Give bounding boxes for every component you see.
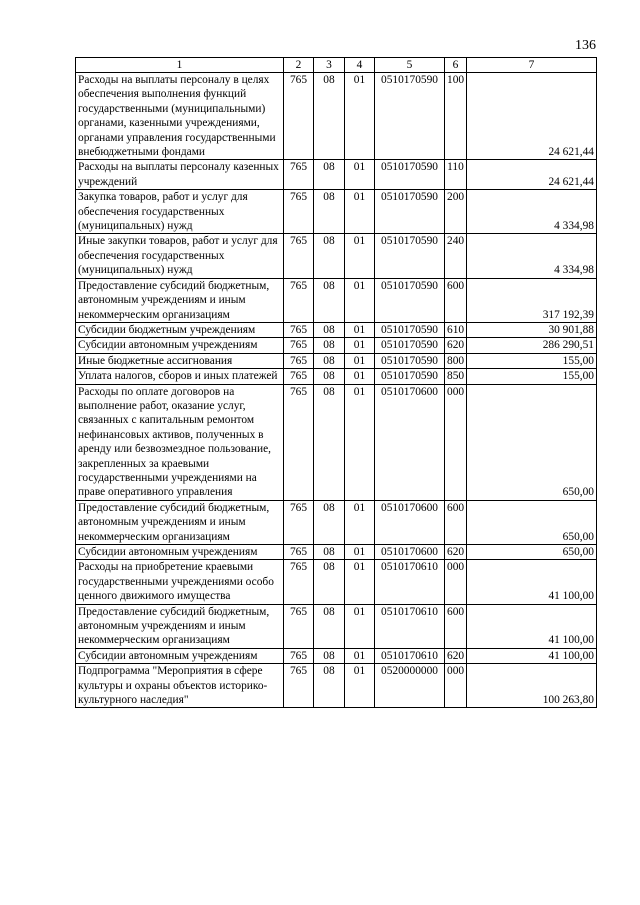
- amount: 4 334,98: [467, 190, 597, 234]
- expense-name: Расходы по оплате договоров на выполнение работ, оказание услуг, связанных с капитальным ремонтом нефинансовых активов, полученных в аренду или безвозмездное пользование, закрепленных за краевыми государственными учреждениями на праве оперативного управления: [76, 384, 284, 500]
- section-code: 08: [314, 560, 345, 604]
- subsection-code: 01: [345, 500, 375, 544]
- grbs-code: 765: [284, 278, 314, 322]
- expense-type-code: 000: [445, 384, 467, 500]
- amount: 286 290,51: [467, 338, 597, 353]
- target-item-code: 0510170600: [375, 384, 445, 500]
- header-col-3: 3: [314, 58, 345, 73]
- subsection-code: 01: [345, 353, 375, 368]
- expense-name: Закупка товаров, работ и услуг для обеспечения государственных (муниципальных) нужд: [76, 190, 284, 234]
- amount: 650,00: [467, 545, 597, 560]
- expense-name: Предоставление субсидий бюджетным, автономным учреждениям и иным некоммерческим организациям: [76, 604, 284, 648]
- subsection-code: 01: [345, 545, 375, 560]
- expense-type-code: 240: [445, 234, 467, 278]
- subsection-code: 01: [345, 73, 375, 160]
- section-code: 08: [314, 234, 345, 278]
- target-item-code: 0510170590: [375, 278, 445, 322]
- amount: 650,00: [467, 500, 597, 544]
- expense-type-code: 610: [445, 322, 467, 337]
- section-code: 08: [314, 278, 345, 322]
- target-item-code: 0510170590: [375, 190, 445, 234]
- expense-name: Субсидии бюджетным учреждениям: [76, 322, 284, 337]
- amount: 41 100,00: [467, 648, 597, 663]
- grbs-code: 765: [284, 560, 314, 604]
- table-row: [76, 160, 597, 190]
- target-item-code: 0510170610: [375, 604, 445, 648]
- amount: 24 621,44: [467, 160, 597, 190]
- subsection-code: 01: [345, 664, 375, 708]
- expense-name: Уплата налогов, сборов и иных платежей: [76, 369, 284, 384]
- table-row: [76, 545, 597, 560]
- target-item-code: 0510170590: [375, 160, 445, 190]
- expense-name: Субсидии автономным учреждениям: [76, 338, 284, 353]
- section-code: 08: [314, 369, 345, 384]
- header-col-2: 2: [284, 58, 314, 73]
- table-row: [76, 73, 597, 160]
- subsection-code: 01: [345, 384, 375, 500]
- expense-name: Предоставление субсидий бюджетным, автономным учреждениям и иным некоммерческим организациям: [76, 500, 284, 544]
- amount: 41 100,00: [467, 560, 597, 604]
- expense-type-code: 000: [445, 560, 467, 604]
- table-row: [76, 338, 597, 353]
- budget-table: [75, 57, 597, 708]
- section-code: 08: [314, 500, 345, 544]
- grbs-code: 765: [284, 234, 314, 278]
- target-item-code: 0510170590: [375, 338, 445, 353]
- amount: 30 901,88: [467, 322, 597, 337]
- page-number: 136: [575, 38, 596, 53]
- grbs-code: 765: [284, 73, 314, 160]
- header-col-5: 5: [375, 58, 445, 73]
- target-item-code: 0510170590: [375, 353, 445, 368]
- grbs-code: 765: [284, 664, 314, 708]
- section-code: 08: [314, 545, 345, 560]
- section-code: 08: [314, 73, 345, 160]
- header-col-6: 6: [445, 58, 467, 73]
- expense-type-code: 850: [445, 369, 467, 384]
- table-row: [76, 500, 597, 544]
- expense-type-code: 110: [445, 160, 467, 190]
- target-item-code: 0510170610: [375, 648, 445, 663]
- expense-type-code: 620: [445, 338, 467, 353]
- amount: 41 100,00: [467, 604, 597, 648]
- section-code: 08: [314, 160, 345, 190]
- section-code: 08: [314, 664, 345, 708]
- expense-name: Иные бюджетные ассигнования: [76, 353, 284, 368]
- target-item-code: 0510170590: [375, 234, 445, 278]
- amount: 24 621,44: [467, 73, 597, 160]
- table-row: [76, 664, 597, 708]
- subsection-code: 01: [345, 278, 375, 322]
- grbs-code: 765: [284, 160, 314, 190]
- expense-type-code: 000: [445, 664, 467, 708]
- section-code: 08: [314, 648, 345, 663]
- section-code: 08: [314, 384, 345, 500]
- expense-type-code: 100: [445, 73, 467, 160]
- expense-name: Субсидии автономным учреждениям: [76, 545, 284, 560]
- section-code: 08: [314, 322, 345, 337]
- amount: 4 334,98: [467, 234, 597, 278]
- table-row: [76, 322, 597, 337]
- expense-type-code: 800: [445, 353, 467, 368]
- expense-name: Субсидии автономным учреждениям: [76, 648, 284, 663]
- expense-name: Предоставление субсидий бюджетным, автономным учреждениям и иным некоммерческим организациям: [76, 278, 284, 322]
- expense-name: Расходы на выплаты персоналу в целях обеспечения выполнения функций государственными (муниципальными) органами, казенными учреждениями, органами управления государственными внебюджетными фондами: [76, 73, 284, 160]
- target-item-code: 0510170590: [375, 322, 445, 337]
- grbs-code: 765: [284, 604, 314, 648]
- target-item-code: 0510170600: [375, 500, 445, 544]
- expense-name: Расходы на выплаты персоналу казенных учреждений: [76, 160, 284, 190]
- header-col-7: 7: [467, 58, 597, 73]
- grbs-code: 765: [284, 384, 314, 500]
- table-row: [76, 648, 597, 663]
- subsection-code: 01: [345, 190, 375, 234]
- header-col-1: 1: [76, 58, 284, 73]
- amount: 650,00: [467, 384, 597, 500]
- target-item-code: 0510170590: [375, 369, 445, 384]
- table-row: [76, 369, 597, 384]
- table-row: [76, 190, 597, 234]
- expense-type-code: 600: [445, 500, 467, 544]
- subsection-code: 01: [345, 604, 375, 648]
- target-item-code: 0510170610: [375, 560, 445, 604]
- expense-name: Иные закупки товаров, работ и услуг для обеспечения государственных (муниципальных) нужд: [76, 234, 284, 278]
- table-row: [76, 384, 597, 500]
- subsection-code: 01: [345, 322, 375, 337]
- grbs-code: 765: [284, 338, 314, 353]
- grbs-code: 765: [284, 500, 314, 544]
- subsection-code: 01: [345, 160, 375, 190]
- expense-type-code: 600: [445, 604, 467, 648]
- subsection-code: 01: [345, 648, 375, 663]
- expense-name: Подпрограмма "Мероприятия в сфере культуры и охраны объектов историко-культурного наследия": [76, 664, 284, 708]
- target-item-code: 0510170600: [375, 545, 445, 560]
- grbs-code: 765: [284, 545, 314, 560]
- table-row: [76, 353, 597, 368]
- table-row: [76, 278, 597, 322]
- expense-type-code: 200: [445, 190, 467, 234]
- target-item-code: 0510170590: [375, 73, 445, 160]
- subsection-code: 01: [345, 338, 375, 353]
- header-row: [76, 58, 597, 73]
- grbs-code: 765: [284, 322, 314, 337]
- amount: 317 192,39: [467, 278, 597, 322]
- amount: 155,00: [467, 369, 597, 384]
- subsection-code: 01: [345, 369, 375, 384]
- amount: 155,00: [467, 353, 597, 368]
- expense-type-code: 620: [445, 648, 467, 663]
- amount: 100 263,80: [467, 664, 597, 708]
- section-code: 08: [314, 604, 345, 648]
- section-code: 08: [314, 338, 345, 353]
- subsection-code: 01: [345, 560, 375, 604]
- target-item-code: 0520000000: [375, 664, 445, 708]
- grbs-code: 765: [284, 648, 314, 663]
- expense-name: Расходы на приобретение краевыми государственными учреждениями особо ценного движимого имущества: [76, 560, 284, 604]
- grbs-code: 765: [284, 190, 314, 234]
- table-row: [76, 234, 597, 278]
- table-row: [76, 604, 597, 648]
- expense-type-code: 600: [445, 278, 467, 322]
- header-col-4: 4: [345, 58, 375, 73]
- grbs-code: 765: [284, 353, 314, 368]
- table-row: [76, 560, 597, 604]
- expense-type-code: 620: [445, 545, 467, 560]
- grbs-code: 765: [284, 369, 314, 384]
- section-code: 08: [314, 353, 345, 368]
- subsection-code: 01: [345, 234, 375, 278]
- section-code: 08: [314, 190, 345, 234]
